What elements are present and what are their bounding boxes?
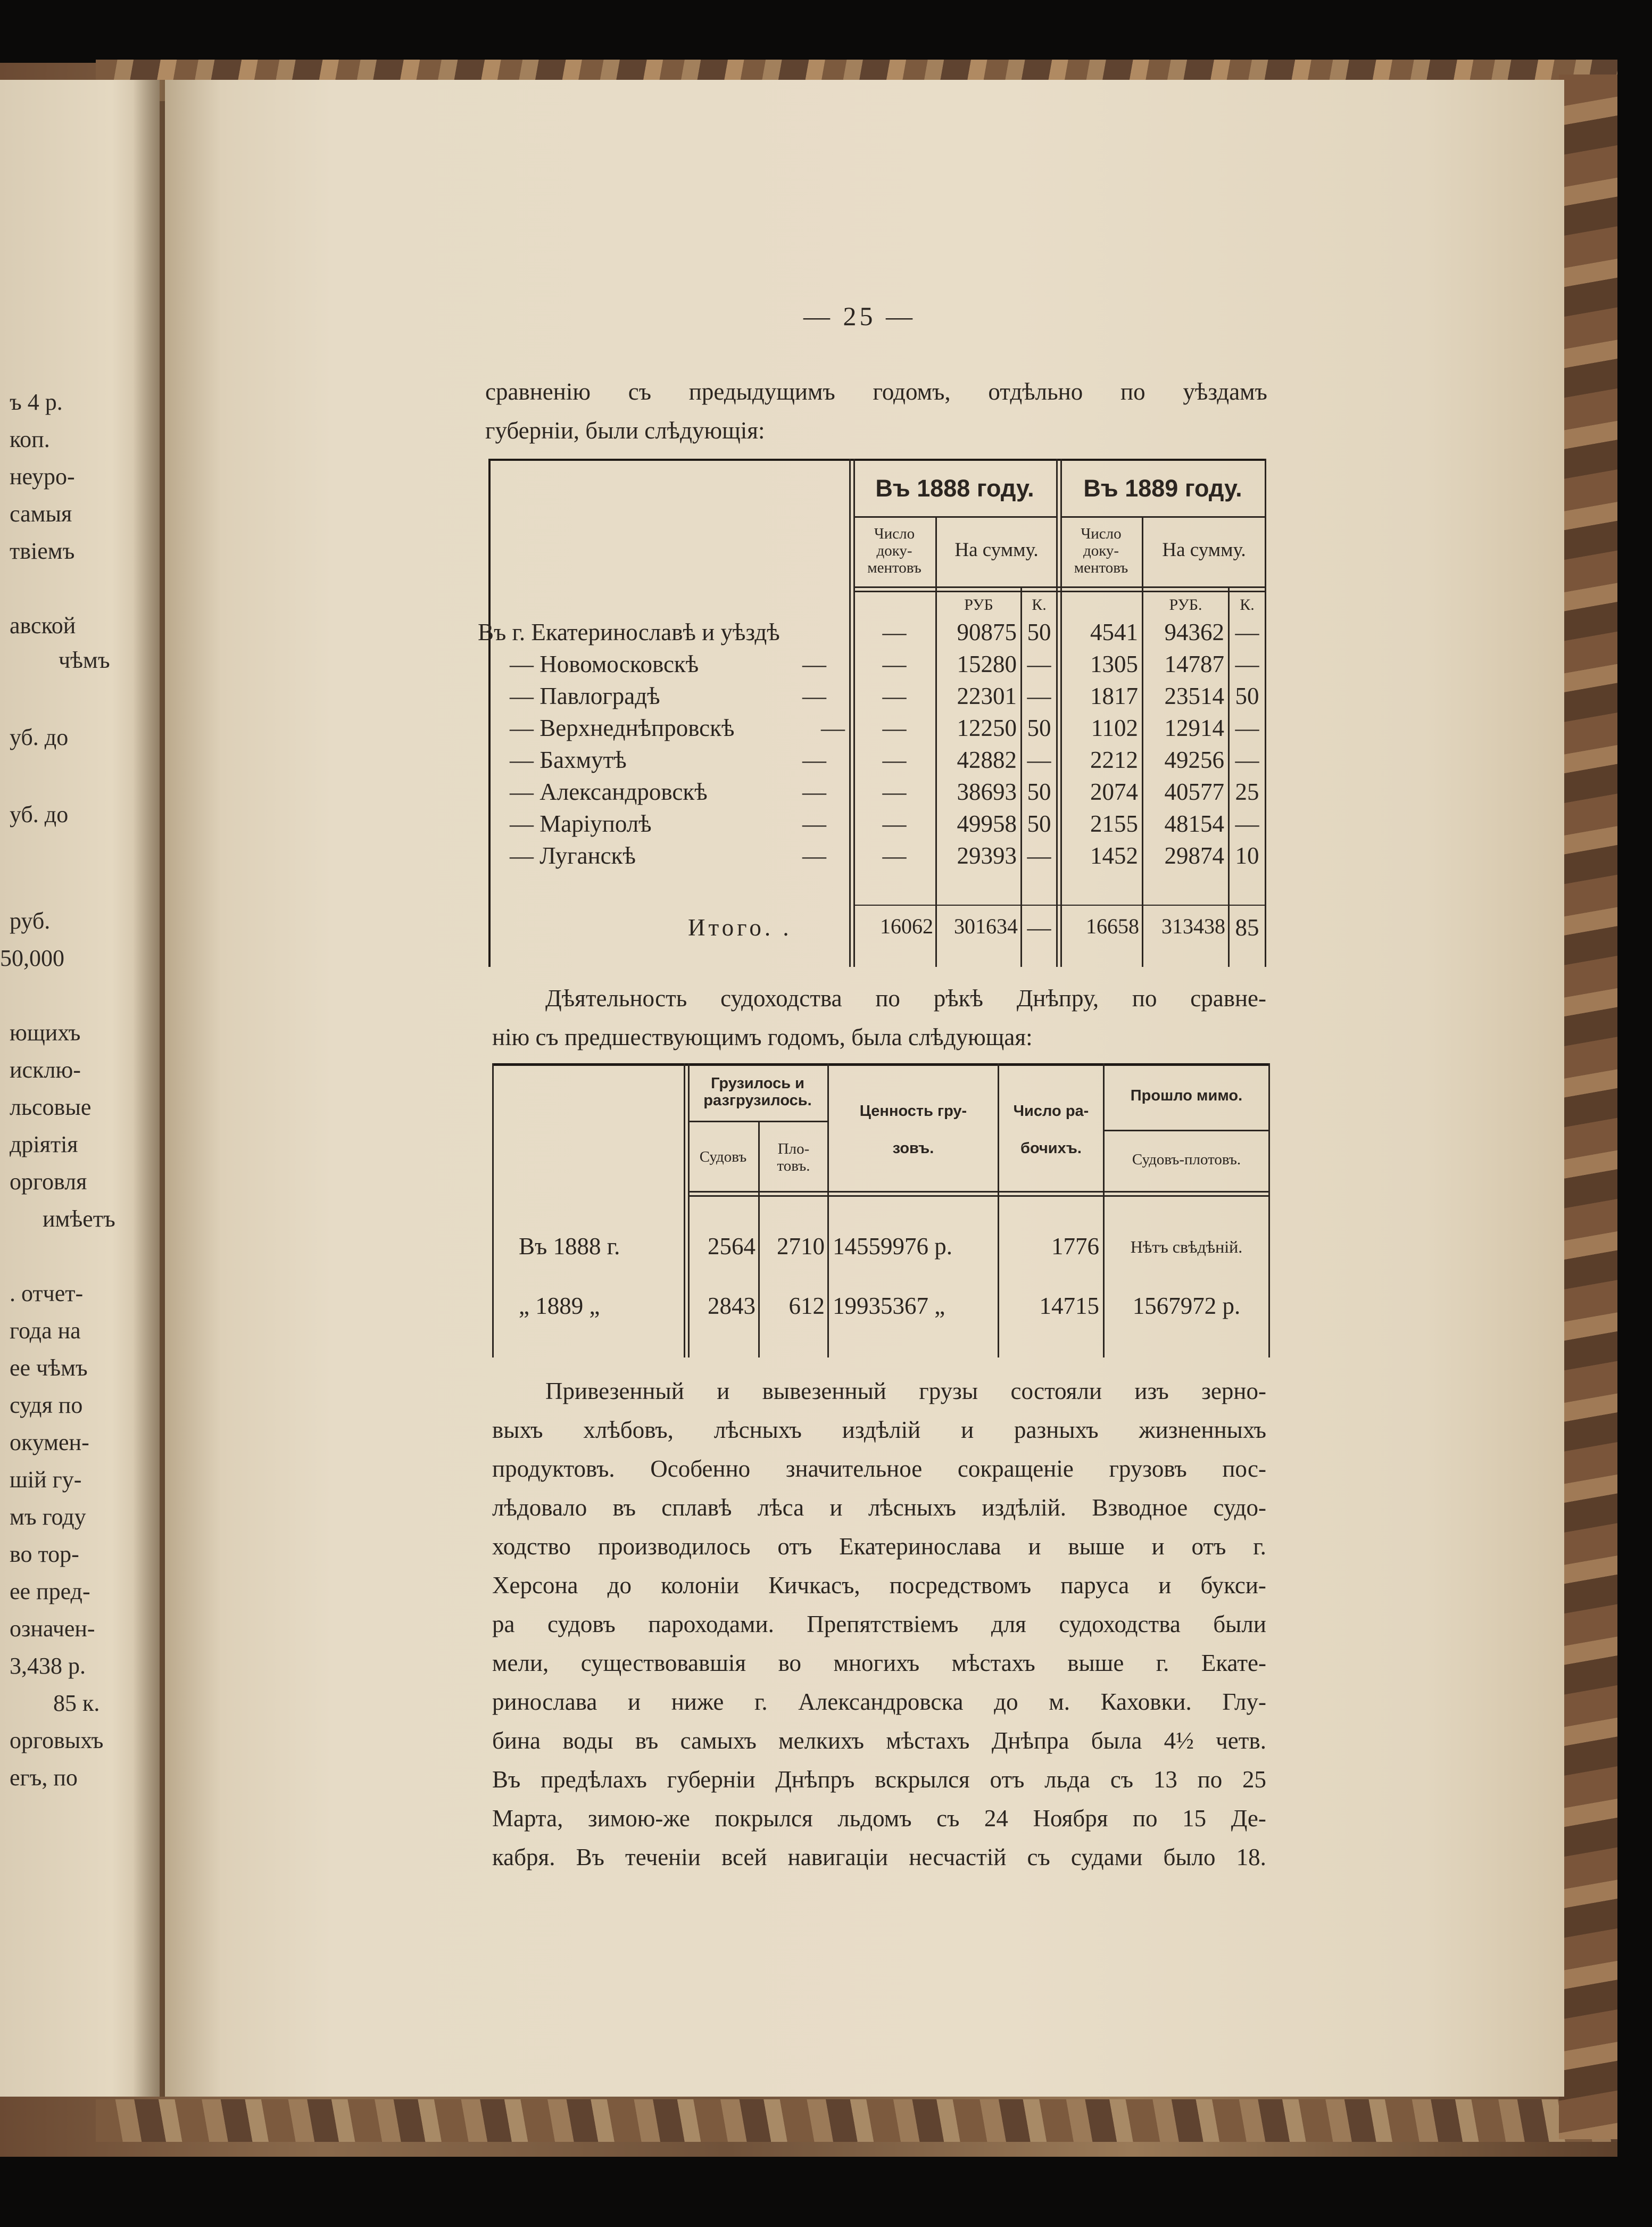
table-row-place: — Верхнеднѣпровскѣ	[510, 715, 735, 741]
unit-rub-1889: РУБ.	[1169, 596, 1202, 614]
left-page-line: ъ 4 р.	[10, 389, 63, 415]
docs-1888: —	[882, 779, 907, 805]
kop-1889: —	[1235, 747, 1259, 773]
docs-1889: 1817	[1090, 683, 1138, 709]
header-passed: Прошло мимо.	[1130, 1087, 1243, 1104]
text-line: нію съ предшествующимъ годомъ, была слѣдующая:	[492, 1024, 1033, 1050]
table-row-suffix: —	[802, 842, 826, 869]
passed: Нѣтъ свѣдѣній.	[1130, 1237, 1243, 1256]
table-row-suffix: —	[802, 810, 826, 837]
left-page-line: 50,000	[0, 945, 64, 971]
intro-paragraph	[485, 372, 1267, 450]
kop-1888: 50	[1027, 779, 1051, 805]
text-line: продуктовъ. Особенно значительное сокращеніе грузовъ пос-	[492, 1455, 1266, 1482]
unit-kop-1888: К.	[1032, 596, 1047, 614]
kop-1888: 50	[1027, 810, 1051, 837]
rafts: 2710	[777, 1233, 825, 1260]
docs-1888: —	[882, 619, 907, 645]
workers: 14715	[1039, 1293, 1099, 1319]
kop-1889: —	[1235, 651, 1259, 677]
total-rub-1889: 313438	[1161, 914, 1225, 938]
text-line: ходство производилось отъ Екатеринослава и выше и отъ г.	[492, 1533, 1266, 1560]
rub-1889: 40577	[1164, 779, 1224, 805]
cover-edge-bottom	[96, 2099, 1617, 2142]
rub-1888: 38693	[957, 779, 1017, 805]
col-rafts: Пло- товъ.	[777, 1140, 810, 1174]
workers: 1776	[1051, 1233, 1099, 1260]
navigation-table	[492, 1063, 1270, 1357]
left-page-line: неуро-	[10, 463, 75, 490]
header-value: Ценность гру- зовъ.	[859, 1103, 967, 1157]
rub-1888: 15280	[957, 651, 1017, 677]
rub-1888: 29393	[957, 842, 1017, 869]
left-page-line: окумен-	[10, 1429, 89, 1455]
rub-1889: 48154	[1164, 810, 1224, 837]
left-page-line: орговля	[10, 1169, 87, 1195]
table-row-suffix: —	[802, 683, 826, 709]
kop-1889: —	[1235, 619, 1259, 645]
left-page-line: ее пред-	[10, 1578, 90, 1604]
left-page-line: самыя	[10, 501, 72, 527]
rub-1888: 49958	[957, 810, 1017, 837]
table-row-place: — Павлоградѣ	[510, 683, 660, 709]
page-number: — 25 —	[803, 301, 916, 331]
col-docs-1889: Число доку- ментовъ	[1074, 525, 1128, 576]
ships: 2843	[708, 1293, 756, 1319]
left-page-line: имѣетъ	[43, 1206, 115, 1232]
docs-1888: —	[882, 747, 907, 773]
left-page-line: руб.	[10, 908, 51, 934]
left-page-line: судя по	[10, 1392, 83, 1418]
left-page-line: означен-	[10, 1616, 95, 1642]
docs-1889: 2074	[1090, 779, 1138, 805]
rub-1889: 14787	[1164, 651, 1224, 677]
docs-1888: —	[882, 715, 907, 741]
value: 14559976 р.	[833, 1233, 952, 1260]
rub-1889: 49256	[1164, 747, 1224, 773]
kop-1889: —	[1235, 810, 1259, 837]
left-page-line: исклю-	[10, 1057, 81, 1083]
text-line: Херсона до колоніи Кичкасъ, посредствомъ паруса и букси-	[492, 1572, 1266, 1599]
table-row-place: — Маріуполѣ	[510, 810, 652, 837]
kop-1889: —	[1235, 715, 1259, 741]
table-row-year: Въ 1888 г.	[519, 1233, 620, 1260]
kop-1889: 50	[1235, 683, 1259, 709]
text-line: Привезенный и вывезенный грузы состояли изъ зерно-	[545, 1378, 1266, 1404]
docs-1888: —	[882, 651, 907, 677]
left-page-line: дріятія	[10, 1131, 78, 1157]
header-1889: Въ 1889 году.	[1083, 475, 1242, 502]
rub-1888: 12250	[957, 715, 1017, 741]
left-page-line: ющихъ	[10, 1020, 81, 1046]
final-paragraph	[492, 1372, 1266, 1877]
table-row-suffix: —	[821, 715, 845, 741]
docs-1889: 4541	[1090, 619, 1138, 645]
left-page-line: 85 к.	[53, 1690, 100, 1716]
col-passed: Судовъ-плотовъ.	[1132, 1151, 1241, 1168]
left-page-line: . отчет-	[10, 1280, 84, 1306]
table-row-suffix: —	[802, 747, 826, 773]
header-1888: Въ 1888 году.	[875, 475, 1034, 502]
table-row-suffix: —	[802, 779, 826, 805]
docs-1889: 2155	[1090, 810, 1138, 837]
col-docs-1888: Число доку- ментовъ	[867, 525, 922, 576]
value: 19935367 „	[833, 1293, 945, 1319]
table-row-place: — Бахмутѣ	[510, 747, 627, 773]
col-sum-1888: На сумму.	[954, 539, 1039, 561]
docs-1889: 2212	[1090, 747, 1138, 773]
docs-1888: —	[882, 683, 907, 709]
docs-1889: 1102	[1091, 715, 1138, 741]
table-row-place: — Александровскѣ	[510, 779, 708, 805]
documents-table	[478, 459, 1266, 967]
left-page-line: орговыхъ	[10, 1727, 104, 1753]
header-workers: Число ра- бочихъ.	[1013, 1103, 1089, 1157]
text-line: Въ предѣлахъ губерніи Днѣпръ вскрылся отъ льда съ 13 по 25	[492, 1766, 1266, 1793]
kop-1888: —	[1027, 842, 1051, 869]
text-line: ра судовъ пароходами. Препятствіемъ для судоходства были	[492, 1611, 1266, 1637]
left-page-line: авской	[10, 612, 76, 639]
left-page-line: ее чѣмъ	[10, 1355, 88, 1381]
kop-1889: 25	[1235, 779, 1259, 805]
ships: 2564	[708, 1233, 756, 1260]
docs-1889: 1305	[1090, 651, 1138, 677]
rub-1889: 12914	[1164, 715, 1224, 741]
kop-1888: —	[1027, 651, 1051, 677]
text-line: мели, существовавшія во многихъ мѣстахъ выше г. Екате-	[492, 1650, 1266, 1676]
text-line: сравненію съ предыдущимъ годомъ, отдѣльно по уѣздамъ	[485, 378, 1267, 405]
left-page-line: уб. до	[10, 801, 69, 827]
rub-1888: 22301	[957, 683, 1017, 709]
left-page-line: чѣмъ	[59, 647, 110, 673]
docs-1889: 1452	[1090, 842, 1138, 869]
total-rub-1888: 301634	[954, 914, 1018, 938]
rub-1889: 29874	[1164, 842, 1224, 869]
unit-rub-1888: РУБ	[964, 596, 993, 614]
left-page-line: твіемъ	[10, 538, 75, 564]
kop-1888: —	[1027, 683, 1051, 709]
kop-1888: 50	[1027, 619, 1051, 645]
left-page-line: шій гу-	[10, 1467, 82, 1493]
kop-1888: —	[1027, 747, 1051, 773]
total-label: Итого. .	[688, 914, 792, 941]
text-line: выхъ хлѣбовъ, лѣсныхъ издѣлій и разныхъ жизненныхъ	[492, 1417, 1266, 1443]
left-page-line: года на	[10, 1318, 81, 1344]
text-line: бина воды въ самыхъ мелкихъ мѣстахъ Днѣпра была 4½ четв.	[492, 1727, 1266, 1754]
kop-1889: 10	[1235, 842, 1259, 869]
cover-edge-right	[1559, 74, 1617, 2139]
header-loaded: Грузилось и разгрузилось.	[703, 1075, 812, 1109]
text-line: Дѣятельность судоходства по рѣкѣ Днѣпру, по сравне-	[545, 985, 1266, 1012]
table-row-place: — Новомосковскѣ	[510, 651, 699, 677]
docs-1888: —	[882, 842, 907, 869]
left-page-line: коп.	[10, 426, 50, 452]
table-row-year: „ 1889 „	[519, 1293, 600, 1319]
unit-kop-1889: К.	[1240, 596, 1255, 614]
rub-1889: 23514	[1164, 683, 1224, 709]
text-line: губерніи, были слѣдующія:	[485, 417, 765, 444]
middle-paragraph	[492, 979, 1266, 1057]
kop-1888: 50	[1027, 715, 1051, 741]
left-page-line: льсовые	[10, 1094, 92, 1120]
left-page-line: мъ году	[10, 1504, 86, 1530]
left-page-line: 3,438 р.	[10, 1653, 86, 1679]
total-kop-1888: —	[1027, 914, 1051, 941]
rafts: 612	[788, 1293, 825, 1319]
total-kop-1889: 85	[1235, 914, 1259, 941]
docs-1888: —	[882, 810, 907, 837]
col-sum-1889: На сумму.	[1162, 539, 1246, 561]
col-ships: Судовъ	[699, 1148, 747, 1165]
left-page-line: уб. до	[10, 724, 69, 750]
table-row-place: — Луганскѣ	[510, 842, 636, 869]
rub-1888: 42882	[957, 747, 1017, 773]
passed: 1567972 р.	[1132, 1293, 1241, 1319]
rub-1888: 90875	[957, 619, 1017, 645]
total-docs-1889: 16658	[1086, 914, 1139, 938]
text-line: ринослава и ниже г. Александровска до м. Каховки. Глу-	[492, 1688, 1266, 1715]
total-docs-1888: 16062	[880, 914, 933, 938]
table-row-suffix: —	[802, 651, 826, 677]
text-line: лѣдовало въ сплавѣ лѣса и лѣсныхъ издѣлій. Взводное судо-	[492, 1494, 1266, 1521]
left-page-line: егъ, по	[10, 1765, 78, 1791]
table-row-place: Въ г. Екатеринославѣ и уѣздѣ	[478, 619, 780, 645]
left-page-line: во тор-	[10, 1541, 79, 1567]
text-line: кабря. Въ теченіи всей навигаціи несчастій съ судами было 18.	[492, 1844, 1266, 1870]
rub-1889: 94362	[1164, 619, 1224, 645]
text-line: Марта, зимою-же покрылся льдомъ съ 24 Ноября по 15 Де-	[492, 1805, 1266, 1832]
